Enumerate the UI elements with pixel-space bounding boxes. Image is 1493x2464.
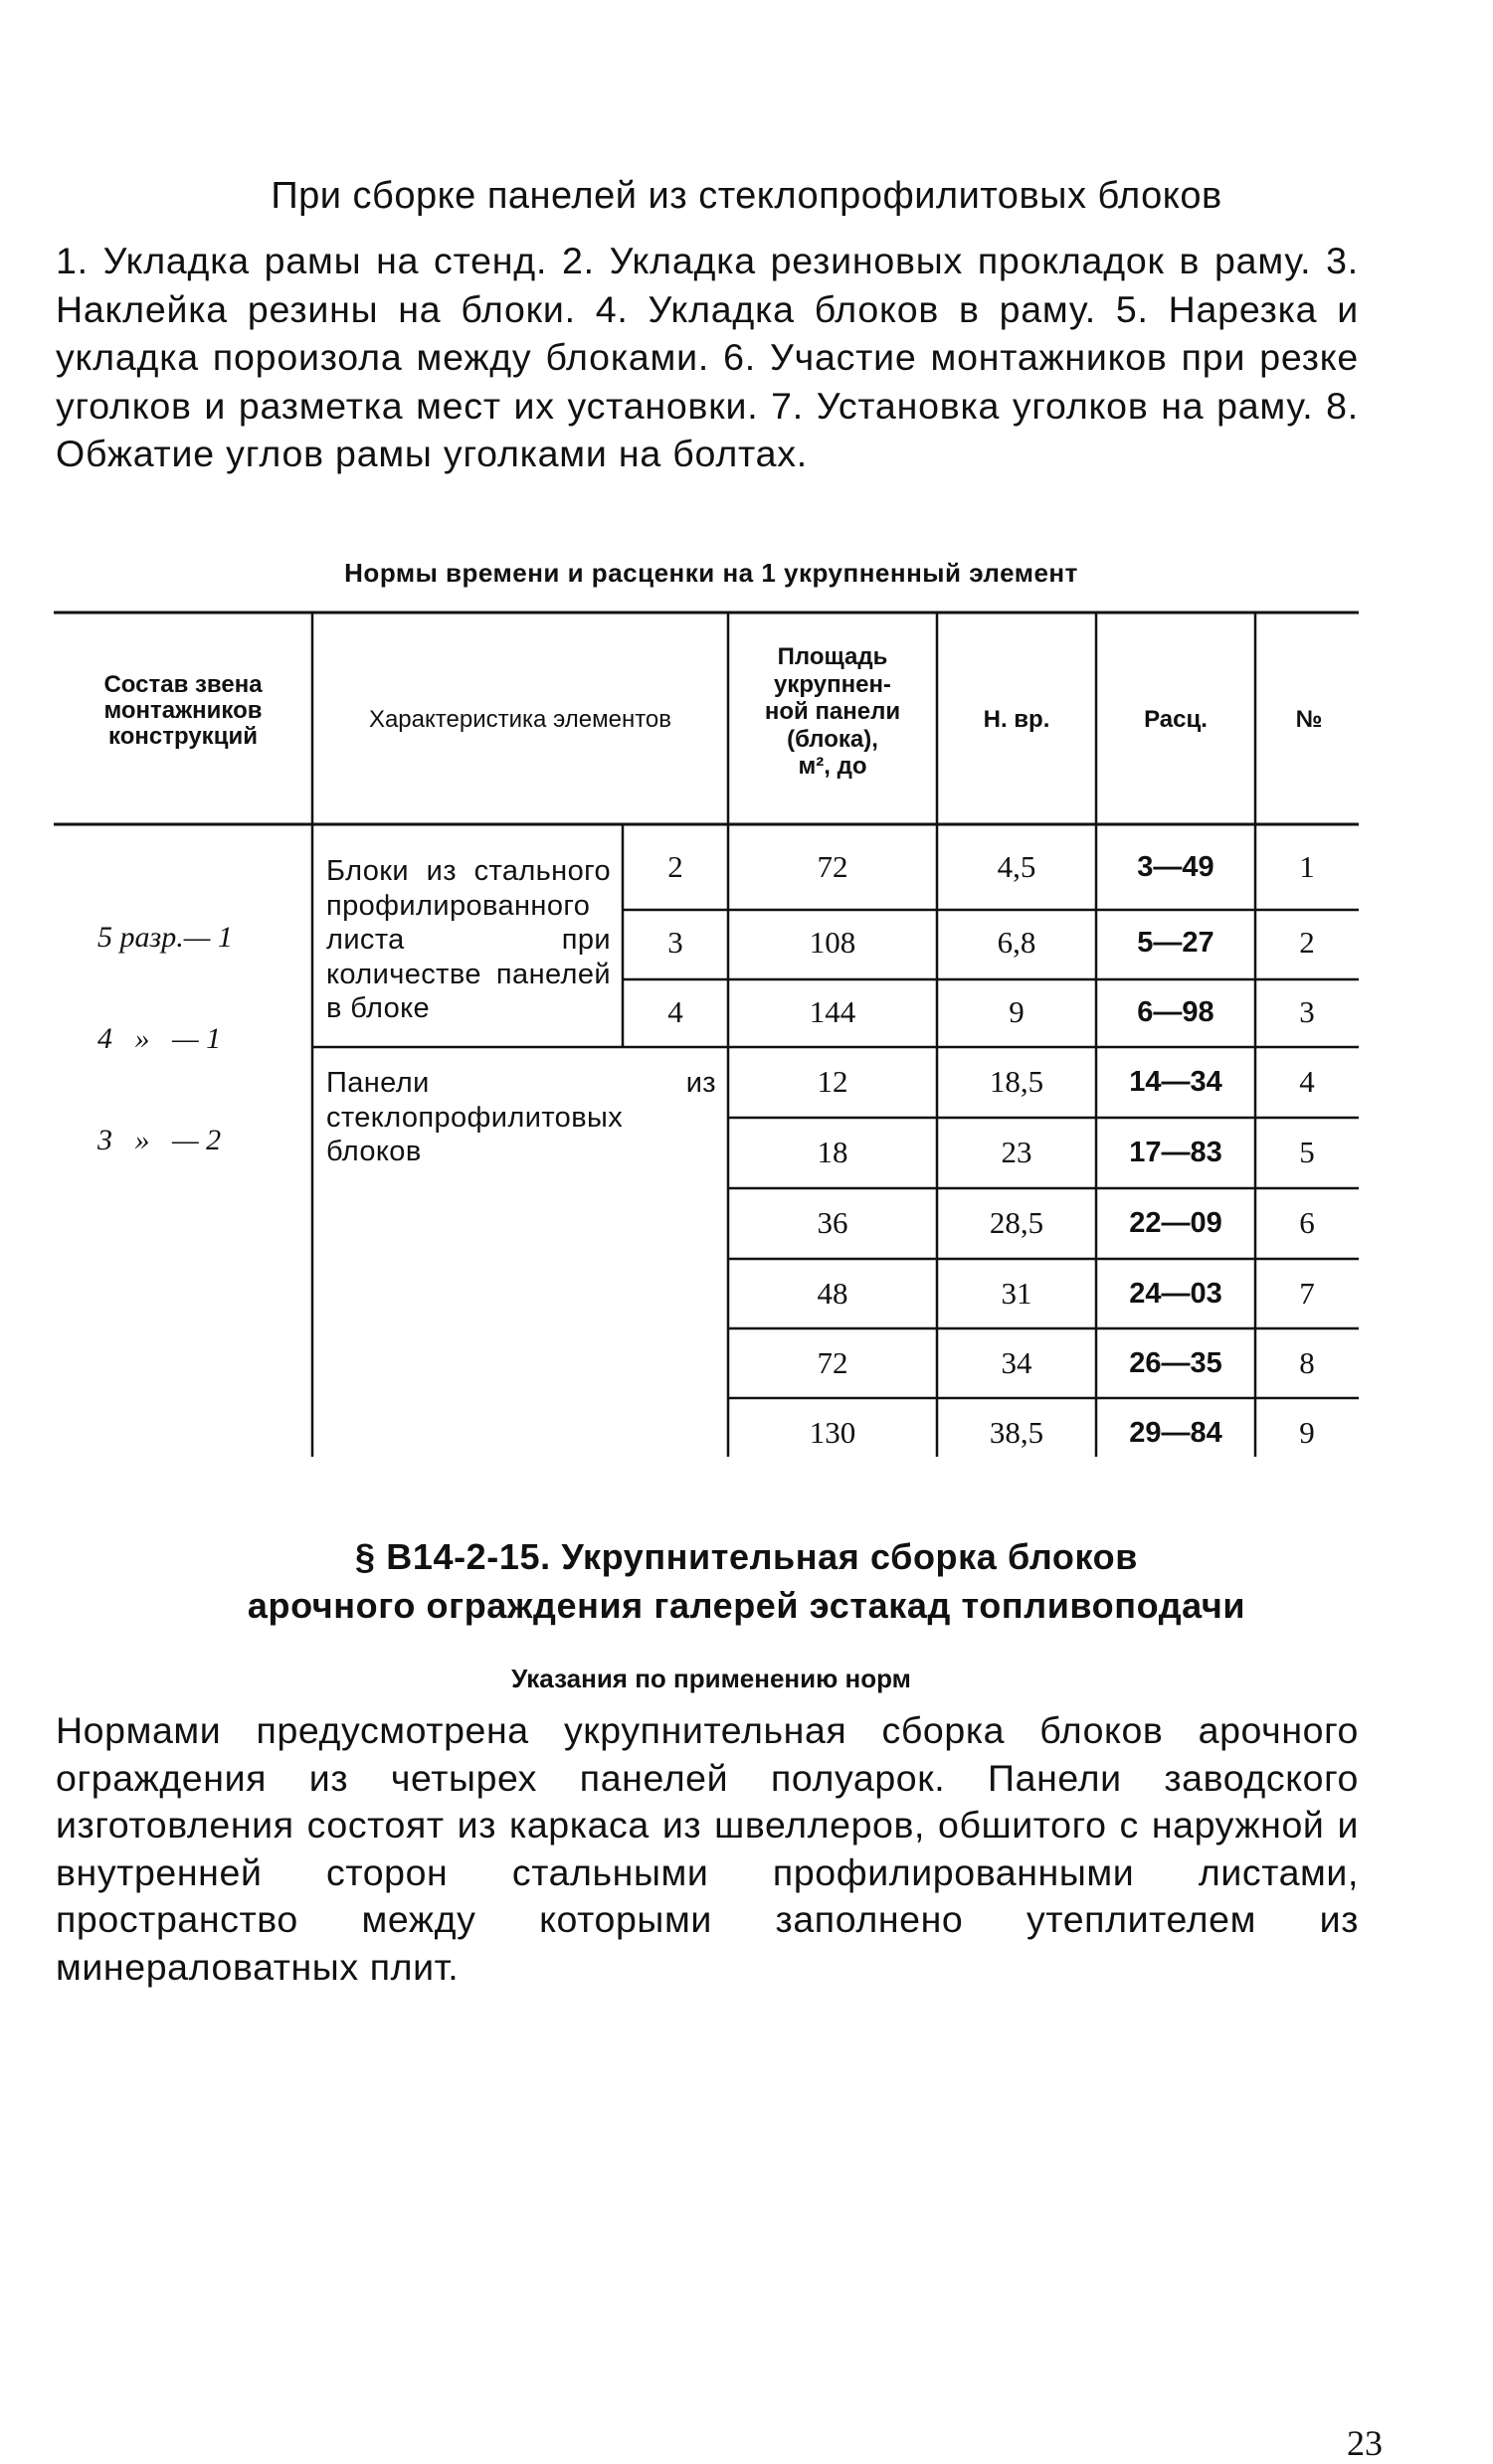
norm-cell: 9 [1009, 994, 1025, 1029]
area-cell: 48 [817, 1276, 848, 1311]
rate-cell: 29—84 [1129, 1417, 1222, 1449]
norm-cell: 4,5 [997, 849, 1036, 884]
panel-count-cell: 4 [667, 994, 683, 1029]
norm-cell: 6,8 [997, 925, 1036, 960]
area-cell: 130 [809, 1415, 856, 1450]
rate-cell: 5—27 [1137, 927, 1214, 959]
table-caption: Нормы времени и расценки на 1 укрупненный элемент [344, 558, 1078, 588]
rate-cell: 14—34 [1129, 1066, 1222, 1098]
area-cell: 72 [817, 849, 848, 884]
area-cell: 36 [817, 1205, 848, 1240]
group-description-glass-panels: Панели из стеклопрофилитовых блоков [326, 1067, 716, 1167]
row-number-cell: 1 [1299, 849, 1315, 884]
panel-count-cell: 3 [667, 925, 683, 960]
instructions-paragraph: Нормами предусмотрена укрупнительная сборка блоков арочного ограждения из четырех панелей полуарок. Панели заводского изготовления состоят из каркаса из швеллеров, обшитого с наружной и внутренней сторон стальными профилированными листами, пространство между которыми заполнено утеплителем из минераловатных плит. [56, 1709, 1359, 1988]
row-number-cell: 4 [1299, 1064, 1315, 1099]
norm-cell: 18,5 [989, 1064, 1044, 1099]
group-description-steel-blocks: Блоки из стального профилированного листа при количестве панелей в блоке [326, 855, 611, 1024]
header-number: № [1295, 706, 1323, 733]
steps-paragraph: 1. Укладка рамы на стенд. 2. Укладка резиновых прокладок в раму. 3. Наклейка резины на блоки. 4. Укладка блоков в раму. 5. Нарезка и укладка пороизола между блоками. 6. Участие монтажников при резке уголков и разметка мест их установки. 7. Установка уголков на раму. 8. Обжатие углов рамы уголками на болтах. [56, 240, 1359, 474]
header-crew: Состав звена монтажников конструкций [103, 671, 263, 750]
norm-cell: 34 [1001, 1345, 1032, 1380]
rate-cell: 22—09 [1129, 1207, 1222, 1239]
crew-composition: 5 разр.— 1 4 » — 1 3 » — 2 [97, 921, 233, 1156]
area-cell: 18 [817, 1135, 848, 1169]
header-area: Площадь укрупнен- ной панели (блока), м², до [764, 643, 901, 780]
row-number-cell: 5 [1299, 1135, 1315, 1169]
area-cell: 72 [817, 1345, 848, 1380]
row-number-cell: 8 [1299, 1345, 1315, 1380]
row-number-cell: 7 [1299, 1276, 1315, 1311]
header-norm: Н. вр. [983, 706, 1050, 733]
rate-cell: 3—49 [1137, 851, 1214, 883]
norm-cell: 31 [1001, 1276, 1032, 1311]
row-number-cell: 6 [1299, 1205, 1315, 1240]
row-number-cell: 3 [1299, 994, 1315, 1029]
norm-cell: 38,5 [989, 1415, 1044, 1450]
rate-cell: 26—35 [1129, 1347, 1222, 1379]
rate-cell: 24—03 [1129, 1278, 1222, 1310]
area-cell: 144 [809, 994, 856, 1029]
row-number-cell: 2 [1299, 925, 1315, 960]
rate-cell: 17—83 [1129, 1137, 1222, 1168]
section-heading: При сборке панелей из стеклопрофилитовых блоков [271, 175, 1222, 217]
header-characteristic: Характеристика элементов [368, 706, 672, 733]
page-number: 23 [1347, 2423, 1383, 2463]
rate-cell: 6—98 [1137, 996, 1214, 1028]
subsection-title-continued: арочного ограждения галерей эстакад топливоподачи [247, 1585, 1246, 1626]
header-rate: Расц. [1144, 706, 1208, 733]
norm-cell: 23 [1001, 1135, 1032, 1169]
norm-cell: 28,5 [989, 1205, 1044, 1240]
instructions-heading: Указания по применению норм [511, 1664, 911, 1693]
row-number-cell: 9 [1299, 1415, 1315, 1450]
panel-count-cell: 2 [667, 849, 683, 884]
area-cell: 108 [809, 925, 856, 960]
area-cell: 12 [817, 1064, 848, 1099]
subsection-title: § В14-2-15. Укрупнительная сборка блоков [355, 1536, 1138, 1577]
